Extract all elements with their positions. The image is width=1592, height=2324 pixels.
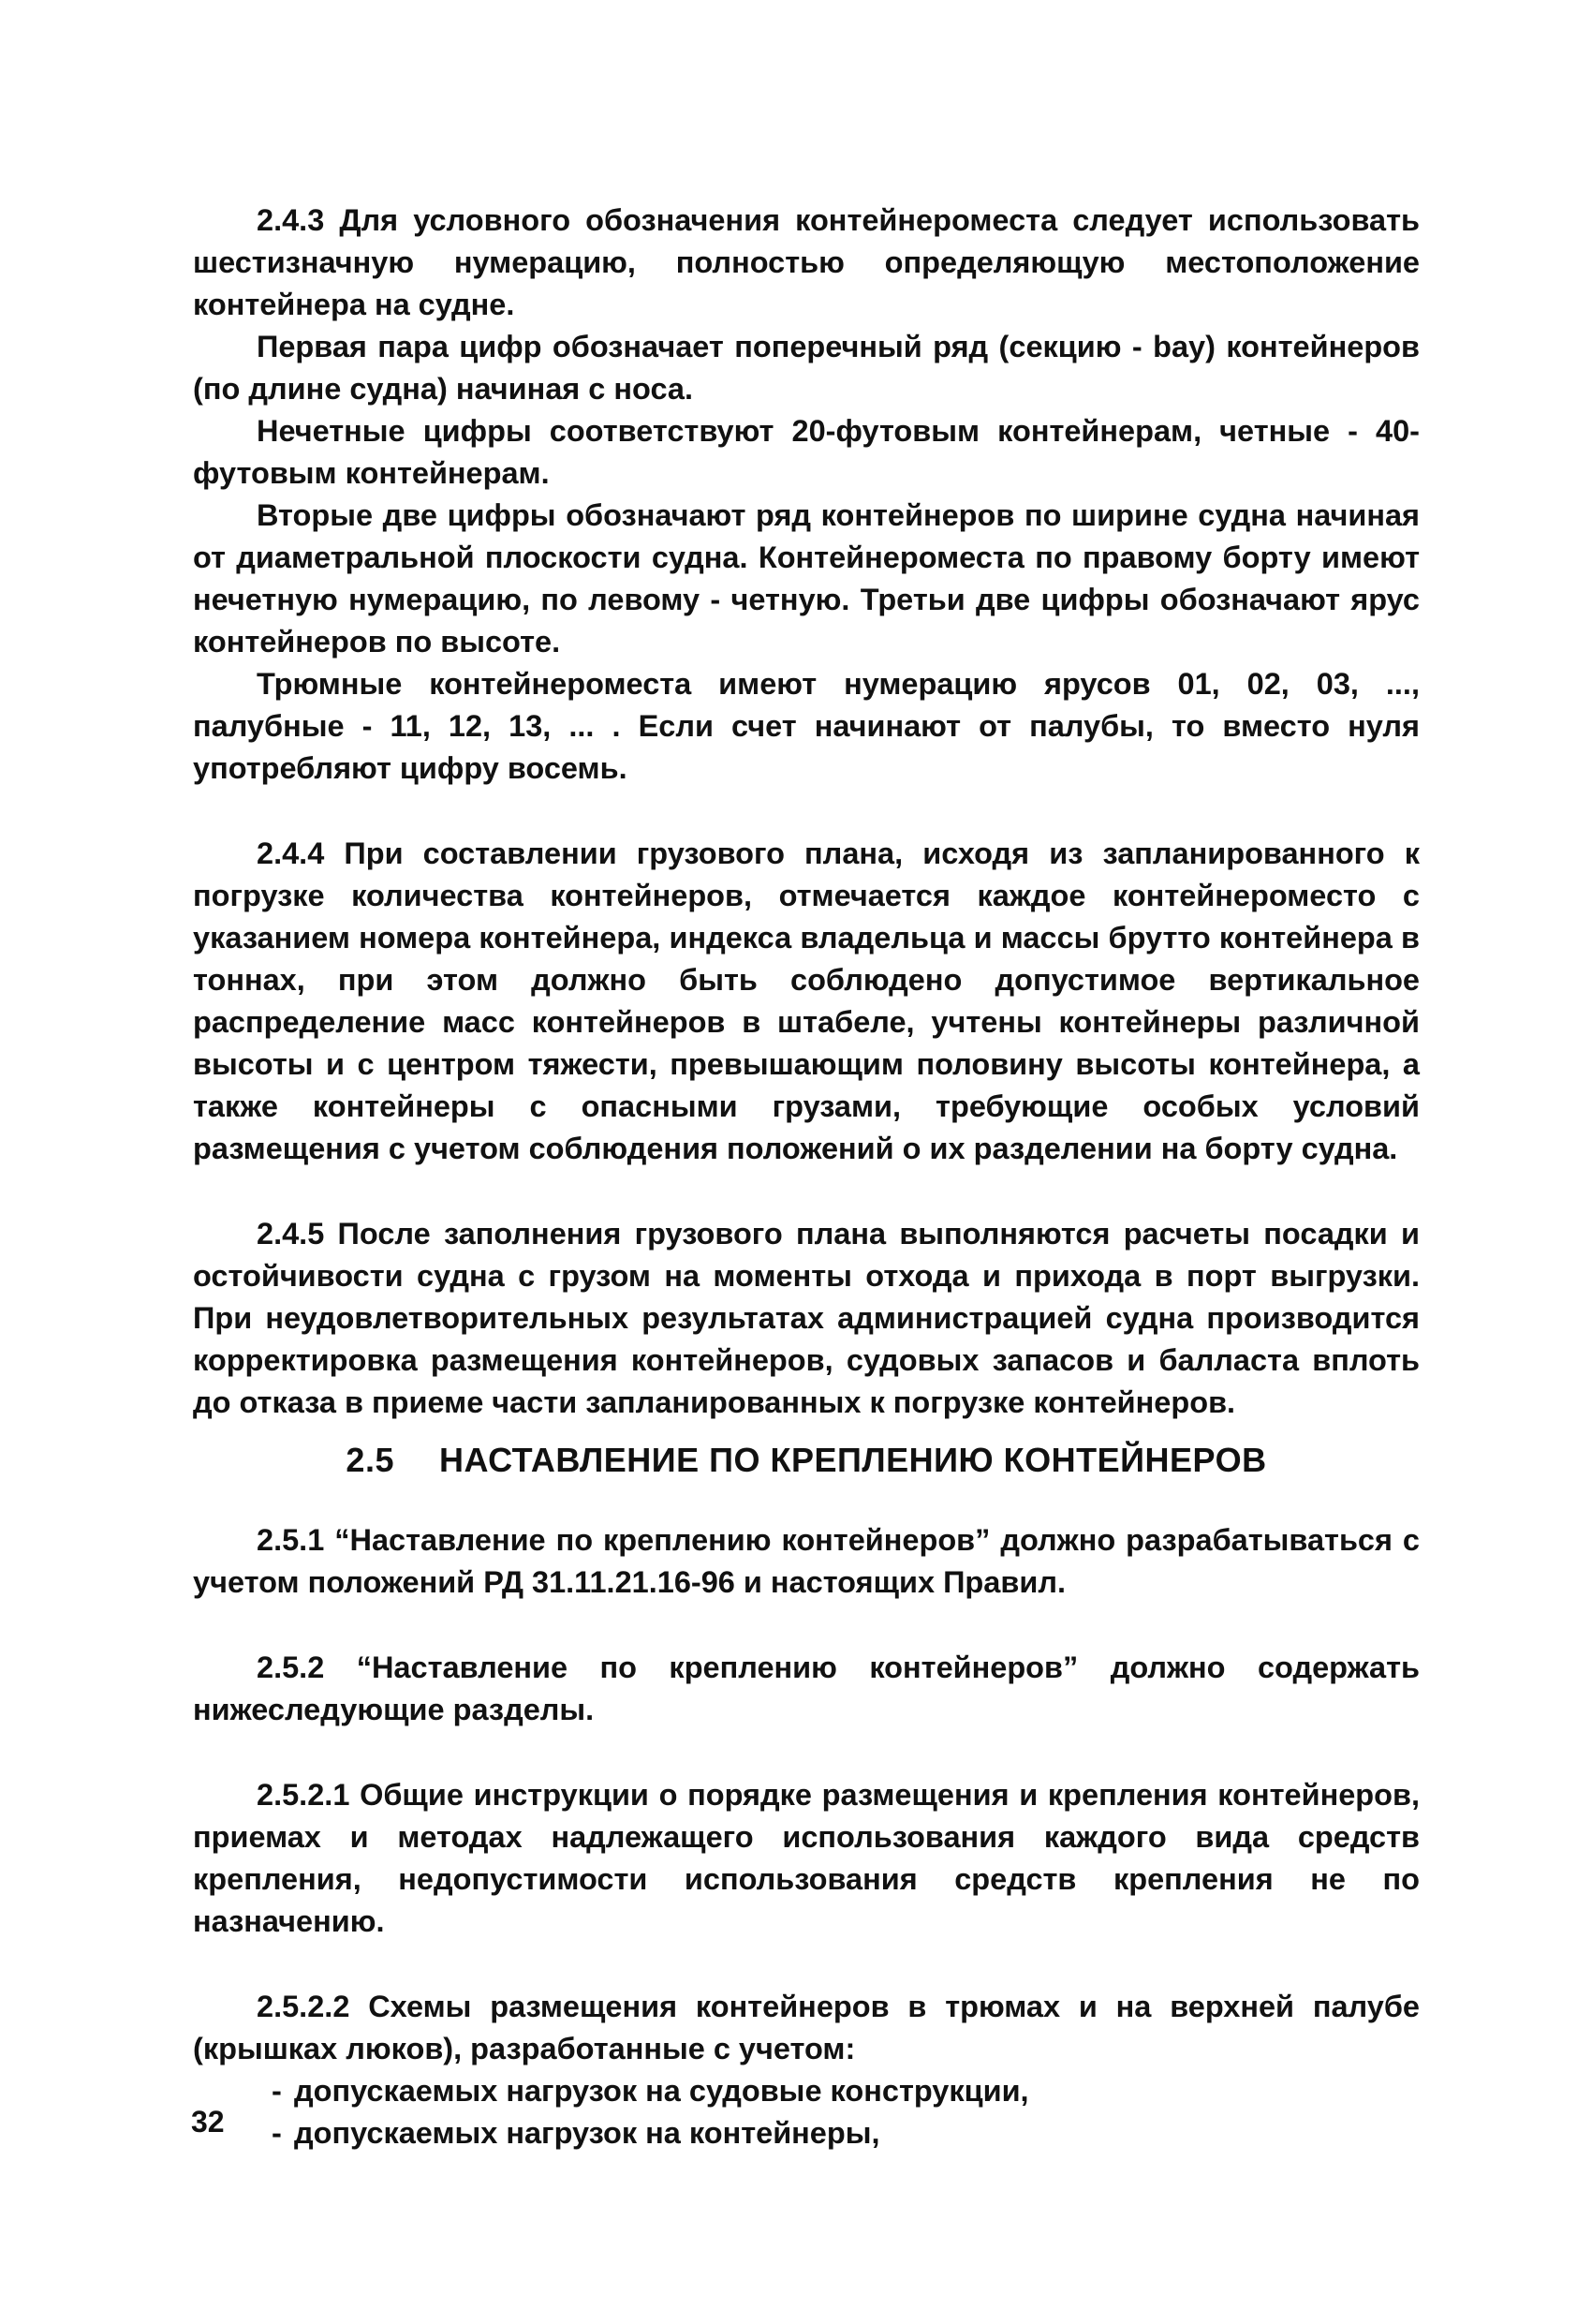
paragraph-second-pair: Вторые две цифры обозначают ряд контейнеров по ширине судна начиная от диаметральной плоскости судна. Контейнероместа по правому борту имеют нечетную нумерацию, по левому - четную. Третьи две цифры обозначают ярус контейнеров по высоте. (193, 498, 1420, 659)
list-item: - допускаемых нагрузок на контейнеры, (272, 2116, 880, 2150)
paragraph-2-4-3: 2.4.3 Для условного обозначения контейнероместа следует использовать шестизначную нумерацию, полностью определяющую местоположение контейнера на судне. (193, 203, 1420, 321)
paragraph-2-5-2: 2.5.2 “Наставление по креплению контейнеров” должно содержать нижеследующие разделы. (193, 1650, 1420, 1726)
section-title: НАСТАВЛЕНИЕ ПО КРЕПЛЕНИЮ КОНТЕЙНЕРОВ (438, 1441, 1267, 1479)
paragraph-2-4-5: 2.4.5 После заполнения грузового плана выполняются расчеты посадки и остойчивости судна с грузом на моменты отхода и прихода в порт выгрузки. При неудовлетворительных результатах администрацией судна производится корректировка размещения контейнеров, судовых запасов и балласта вплоть до отказа в приеме части запланированных к погрузке контейнеров. (193, 1217, 1420, 1419)
section-heading-2-5 (193, 1440, 1420, 1481)
paragraph-first-pair: Первая пара цифр обозначает поперечный ряд (секцию - bay) контейнеров (по длине судна) начиная с носа. (193, 330, 1420, 406)
paragraph-2-5-1: 2.5.1 “Наставление по креплению контейнеров” должно разрабатываться с учетом положений РД 31.11.21.16-96 и настоящих Правил. (193, 1523, 1420, 1599)
section-2-5-text (193, 1519, 1420, 2154)
paragraph-odd-even: Нечетные цифры соответствуют 20-футовым контейнерам, четные - 40-футовым контейнерам. (193, 414, 1420, 490)
section-2-4-text (193, 200, 1420, 1424)
list-item: - допускаемых нагрузок на судовые конструкции, (272, 2074, 1029, 2108)
paragraph-hold-tiers: Трюмные контейнероместа имеют нумерацию ярусов 01, 02, 03, ..., палубные - 11, 12, 13, ... . Если счет начинают от палубы, то вместо нуля употребляют цифру восемь. (193, 667, 1420, 785)
paragraph-2-4-4: 2.4.4 При составлении грузового плана, исходя из запланированного к погрузке количества контейнеров, отмечается каждое контейнероместо с указанием номера контейнера, индекса владельца и массы брутто контейнера в тоннах, при этом должно быть соблюдено допустимое вертикальное распределение масс контейнеров в штабеле, учтены контейнеры различной высоты и с центром тяжести, превышающим половину высоты контейнера, а также контейнеры с опасными грузами, требующие особых условий размещения с учетом соблюдения положений о их разделении на борту судна. (193, 836, 1420, 1165)
paragraph-2-5-2-1: 2.5.2.1 Общие инструкции о порядке размещения и крепления контейнеров, приемах и методах надлежащего использования каждого вида средств крепления, недопустимости использования средств крепления не по назначению. (193, 1778, 1420, 1938)
section-number: 2.5 (346, 1441, 394, 1479)
page-number: 32 (191, 2105, 225, 2139)
requirements-list (193, 2070, 1420, 2154)
paragraph-2-5-2-2: 2.5.2.2 Схемы размещения контейнеров в трюмах и на верхней палубе (крышках люков), разработанные с учетом: (193, 1990, 1420, 2065)
